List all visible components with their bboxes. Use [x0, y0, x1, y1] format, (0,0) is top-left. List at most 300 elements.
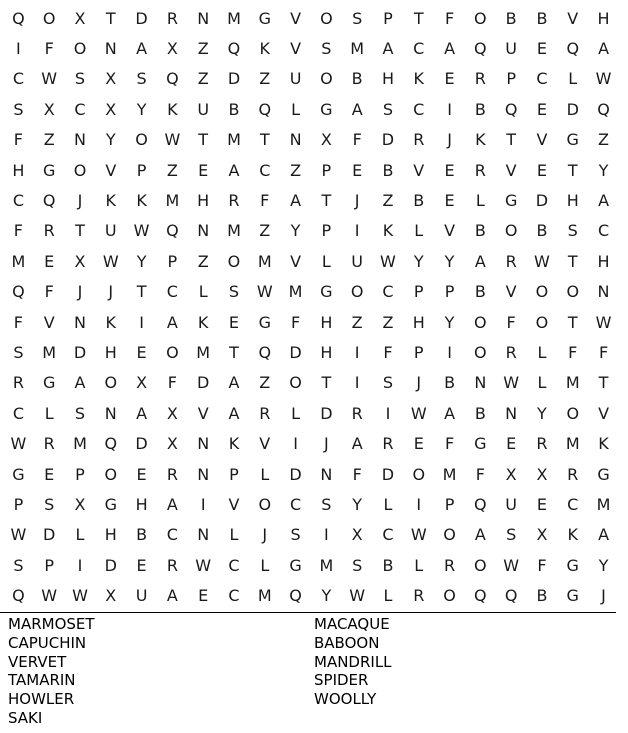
grid-letter[interactable]: B [474, 99, 486, 119]
grid-letter[interactable]: G [504, 191, 518, 211]
grid-letter[interactable]: Y [105, 130, 116, 150]
grid-letter[interactable]: D [135, 434, 148, 454]
grid-letter[interactable]: N [597, 282, 610, 302]
grid-letter[interactable]: D [135, 8, 148, 28]
grid-letter[interactable]: K [105, 191, 117, 211]
grid-letter[interactable]: P [413, 282, 424, 302]
grid-letter[interactable]: Q [104, 434, 118, 454]
grid-letter[interactable]: W [595, 69, 612, 89]
grid-letter[interactable]: B [505, 8, 517, 28]
grid-letter[interactable]: P [444, 494, 455, 514]
grid-letter[interactable]: G [566, 586, 579, 606]
grid-letter[interactable]: R [259, 403, 271, 423]
grid-letter[interactable]: D [197, 373, 210, 393]
grid-letter[interactable]: S [13, 555, 24, 575]
grid-letter[interactable]: H [597, 8, 610, 28]
grid-letter[interactable]: X [136, 373, 148, 393]
grid-letter[interactable]: K [382, 221, 394, 241]
grid-letter[interactable]: M [73, 434, 87, 454]
grid-letter[interactable]: O [474, 8, 487, 28]
grid-letter[interactable]: Q [258, 342, 272, 362]
grid-letter[interactable]: X [105, 69, 117, 89]
grid-letter[interactable]: E [536, 160, 547, 180]
grid-letter[interactable]: Y [598, 555, 609, 575]
grid-letter[interactable]: X [166, 434, 178, 454]
grid-letter[interactable]: K [105, 312, 117, 332]
grid-letter[interactable]: R [567, 464, 579, 484]
grid-letter[interactable]: X [536, 525, 548, 545]
grid-letter[interactable]: Y [136, 251, 147, 271]
grid-letter[interactable]: J [108, 282, 114, 302]
grid-letter[interactable]: O [166, 342, 179, 362]
grid-letter[interactable]: K [475, 130, 486, 150]
grid-letter[interactable]: R [413, 586, 425, 606]
grid-letter[interactable]: H [320, 342, 333, 362]
grid-letter[interactable]: B [382, 555, 394, 575]
grid-letter[interactable]: A [228, 403, 240, 423]
grid-letter[interactable]: W [380, 251, 396, 271]
grid-letter[interactable]: J [77, 191, 83, 211]
grid-letter[interactable]: B [382, 160, 394, 180]
grid-letter[interactable]: O [320, 69, 333, 89]
grid-letter[interactable]: X [166, 39, 178, 59]
grid-letter[interactable]: B [474, 403, 486, 423]
grid-letter[interactable]: Q [166, 69, 179, 89]
grid-letter[interactable]: I [16, 39, 21, 59]
grid-letter[interactable]: S [352, 555, 363, 575]
grid-letter[interactable]: Z [259, 373, 271, 393]
grid-letter[interactable]: F [444, 8, 455, 28]
grid-letter[interactable]: E [198, 160, 209, 180]
grid-letter[interactable]: Z [43, 130, 55, 150]
grid-letter[interactable]: S [13, 99, 24, 119]
grid-letter[interactable]: T [259, 130, 270, 150]
grid-letter[interactable]: O [258, 494, 272, 514]
grid-letter[interactable]: T [413, 8, 424, 28]
grid-letter[interactable]: M [42, 342, 57, 362]
grid-letter[interactable]: I [354, 342, 360, 362]
grid-letter[interactable]: E [44, 464, 55, 484]
grid-letter[interactable]: B [474, 282, 486, 302]
grid-letter[interactable]: U [505, 494, 517, 514]
grid-letter[interactable]: G [597, 464, 610, 484]
grid-letter[interactable]: M [165, 191, 180, 211]
grid-letter[interactable]: R [536, 434, 548, 454]
grid-letter[interactable]: O [350, 282, 364, 302]
grid-letter[interactable]: P [444, 282, 455, 302]
grid-letter[interactable]: N [289, 130, 302, 150]
grid-letter[interactable]: L [537, 342, 547, 362]
grid-letter[interactable]: Z [166, 160, 178, 180]
grid-letter[interactable]: V [228, 494, 240, 514]
grid-letter[interactable]: M [227, 8, 241, 28]
grid-letter[interactable]: D [289, 342, 302, 362]
grid-letter[interactable]: C [12, 403, 24, 423]
grid-letter[interactable]: P [413, 342, 424, 362]
grid-letter[interactable]: V [105, 160, 117, 180]
grid-letter[interactable]: C [228, 555, 240, 575]
grid-letter[interactable]: T [506, 130, 517, 150]
grid-letter[interactable]: A [444, 39, 456, 59]
grid-letter[interactable]: H [566, 191, 579, 211]
grid-letter[interactable]: R [166, 8, 178, 28]
grid-letter[interactable]: W [410, 525, 427, 545]
grid-letter[interactable]: T [567, 160, 578, 180]
grid-letter[interactable]: F [260, 191, 270, 211]
grid-letter[interactable]: H [197, 191, 210, 211]
grid-letter[interactable]: E [228, 312, 240, 332]
grid-letter[interactable]: M [11, 251, 26, 271]
grid-letter[interactable]: Q [12, 8, 25, 28]
grid-letter[interactable]: G [289, 555, 302, 575]
grid-letter[interactable]: G [258, 312, 271, 332]
grid-letter[interactable]: T [75, 221, 85, 241]
grid-letter[interactable]: H [135, 494, 148, 514]
grid-letter[interactable]: H [320, 312, 333, 332]
grid-letter[interactable]: Y [537, 403, 547, 423]
grid-letter[interactable]: G [566, 555, 579, 575]
grid-letter[interactable]: T [105, 8, 116, 28]
grid-letter[interactable]: Z [197, 69, 209, 89]
grid-letter[interactable]: A [74, 373, 86, 393]
grid-letter[interactable]: O [566, 282, 580, 302]
grid-letter[interactable]: L [414, 555, 424, 575]
grid-letter[interactable]: M [257, 251, 272, 271]
grid-letter[interactable]: W [41, 69, 58, 89]
grid-letter[interactable]: Z [382, 312, 394, 332]
grid-letter[interactable]: W [195, 555, 212, 575]
grid-letter[interactable]: M [319, 555, 334, 575]
grid-letter[interactable]: Z [290, 160, 302, 180]
grid-letter[interactable]: G [42, 373, 56, 393]
grid-letter[interactable]: V [290, 39, 302, 59]
grid-letter[interactable]: U [289, 69, 302, 89]
grid-letter[interactable]: S [321, 39, 332, 59]
grid-letter[interactable]: L [414, 221, 424, 241]
grid-letter[interactable]: B [413, 191, 425, 211]
grid-letter[interactable]: L [198, 282, 208, 302]
grid-letter[interactable]: Q [227, 39, 241, 59]
grid-letter[interactable]: D [104, 555, 117, 575]
grid-letter[interactable]: N [320, 464, 333, 484]
grid-letter[interactable]: Q [166, 221, 179, 241]
grid-letter[interactable]: T [567, 251, 578, 271]
grid-letter[interactable]: S [136, 69, 147, 89]
grid-letter[interactable]: A [598, 191, 610, 211]
grid-letter[interactable]: G [42, 160, 56, 180]
grid-letter[interactable]: M [227, 130, 241, 150]
grid-letter[interactable]: B [136, 525, 148, 545]
grid-letter[interactable]: W [534, 251, 550, 271]
grid-letter[interactable]: D [535, 191, 549, 211]
grid-letter[interactable]: D [381, 464, 395, 484]
grid-letter[interactable]: Q [289, 586, 302, 606]
grid-letter[interactable]: S [321, 494, 332, 514]
grid-letter[interactable]: V [444, 221, 456, 241]
grid-letter[interactable]: P [75, 464, 85, 484]
grid-letter[interactable]: L [383, 494, 393, 514]
grid-letter[interactable]: O [504, 221, 518, 241]
grid-letter[interactable]: N [197, 221, 210, 241]
grid-letter[interactable]: W [164, 130, 181, 150]
grid-letter[interactable]: R [228, 191, 240, 211]
grid-letter[interactable]: Z [598, 130, 610, 150]
grid-letter[interactable]: Q [258, 99, 272, 119]
grid-letter[interactable]: C [413, 99, 425, 119]
grid-letter[interactable]: P [167, 251, 178, 271]
grid-letter[interactable]: G [258, 8, 271, 28]
grid-letter[interactable]: C [166, 282, 178, 302]
grid-letter[interactable]: I [385, 403, 391, 423]
grid-letter[interactable]: M [442, 464, 457, 484]
grid-letter[interactable]: E [536, 494, 547, 514]
grid-letter[interactable]: C [597, 221, 610, 241]
grid-letter[interactable]: F [537, 555, 547, 575]
grid-letter[interactable]: P [321, 221, 332, 241]
grid-letter[interactable]: A [598, 39, 610, 59]
grid-letter[interactable]: O [320, 8, 333, 28]
grid-letter[interactable]: P [136, 160, 147, 180]
grid-letter[interactable]: Q [12, 586, 25, 606]
grid-letter[interactable]: K [598, 434, 609, 454]
grid-letter[interactable]: K [228, 434, 240, 454]
grid-letter[interactable]: R [351, 403, 363, 423]
grid-letter[interactable]: R [382, 434, 394, 454]
grid-letter[interactable]: W [410, 403, 427, 423]
grid-letter[interactable]: Q [566, 39, 580, 59]
grid-letter[interactable]: X [43, 99, 55, 119]
grid-letter[interactable]: N [197, 8, 210, 28]
grid-letter[interactable]: T [321, 373, 332, 393]
grid-letter[interactable]: I [447, 99, 452, 119]
grid-letter[interactable]: W [10, 434, 27, 454]
grid-letter[interactable]: S [506, 525, 517, 545]
grid-letter[interactable]: F [352, 464, 362, 484]
grid-letter[interactable]: A [166, 494, 178, 514]
grid-letter[interactable]: G [320, 99, 333, 119]
grid-letter[interactable]: A [474, 251, 486, 271]
grid-letter[interactable]: Z [197, 39, 209, 59]
grid-letter[interactable]: Q [504, 99, 518, 119]
grid-letter[interactable]: W [503, 555, 520, 575]
grid-letter[interactable]: T [321, 191, 332, 211]
grid-letter[interactable]: N [104, 39, 117, 59]
grid-letter[interactable]: O [474, 342, 487, 362]
grid-letter[interactable]: C [289, 494, 302, 514]
grid-letter[interactable]: I [293, 434, 298, 454]
grid-letter[interactable]: Q [12, 282, 25, 302]
grid-letter[interactable]: X [166, 403, 178, 423]
grid-letter[interactable]: F [475, 464, 485, 484]
grid-letter[interactable]: I [139, 312, 144, 332]
grid-letter[interactable]: N [505, 403, 518, 423]
grid-letter[interactable]: L [475, 191, 485, 211]
grid-letter[interactable]: P [506, 69, 516, 89]
grid-letter[interactable]: C [413, 39, 425, 59]
grid-letter[interactable]: O [443, 525, 456, 545]
grid-letter[interactable]: D [566, 99, 579, 119]
grid-letter[interactable]: R [43, 221, 55, 241]
grid-letter[interactable]: T [598, 373, 609, 393]
grid-letter[interactable]: M [596, 494, 611, 514]
grid-letter[interactable]: R [505, 342, 517, 362]
grid-letter[interactable]: Y [444, 251, 455, 271]
grid-letter[interactable]: T [198, 130, 209, 150]
grid-letter[interactable]: H [12, 160, 25, 180]
grid-letter[interactable]: A [351, 99, 363, 119]
grid-letter[interactable]: L [44, 403, 54, 423]
grid-letter[interactable]: D [320, 403, 333, 423]
grid-letter[interactable]: Z [197, 251, 209, 271]
grid-letter[interactable]: N [104, 403, 117, 423]
grid-letter[interactable]: Y [444, 312, 455, 332]
grid-letter[interactable]: G [12, 464, 25, 484]
grid-letter[interactable]: L [260, 555, 270, 575]
grid-letter[interactable]: X [351, 525, 363, 545]
grid-letter[interactable]: H [104, 525, 117, 545]
grid-letter[interactable]: S [290, 525, 301, 545]
grid-letter[interactable]: Y [321, 586, 332, 606]
grid-letter[interactable]: E [444, 191, 455, 211]
grid-letter[interactable]: V [505, 160, 517, 180]
grid-letter[interactable]: C [536, 69, 548, 89]
grid-letter[interactable]: R [474, 69, 486, 89]
grid-letter[interactable]: Z [351, 312, 363, 332]
grid-letter[interactable]: D [43, 525, 56, 545]
grid-letter[interactable]: G [320, 282, 333, 302]
grid-letter[interactable]: N [74, 130, 86, 150]
grid-letter[interactable]: B [444, 373, 456, 393]
grid-letter[interactable]: J [416, 373, 422, 393]
grid-letter[interactable]: H [597, 251, 610, 271]
grid-letter[interactable]: X [74, 494, 86, 514]
grid-letter[interactable]: D [227, 69, 241, 89]
grid-letter[interactable]: S [382, 373, 394, 393]
grid-letter[interactable]: E [536, 39, 547, 59]
grid-letter[interactable]: V [290, 8, 302, 28]
grid-letter[interactable]: H [104, 342, 117, 362]
grid-letter[interactable]: F [13, 312, 23, 332]
grid-letter[interactable]: F [44, 282, 54, 302]
grid-letter[interactable]: C [12, 191, 24, 211]
grid-letter[interactable]: J [601, 586, 606, 606]
grid-letter[interactable]: L [260, 464, 270, 484]
grid-letter[interactable]: W [10, 525, 27, 545]
grid-letter[interactable]: U [351, 251, 364, 271]
grid-letter[interactable]: E [444, 160, 455, 180]
grid-letter[interactable]: T [229, 342, 239, 362]
grid-letter[interactable]: O [443, 586, 456, 606]
grid-letter[interactable]: H [412, 312, 425, 332]
grid-letter[interactable]: I [416, 494, 422, 514]
grid-letter[interactable]: O [289, 373, 302, 393]
grid-letter[interactable]: T [136, 282, 147, 302]
grid-letter[interactable]: O [73, 39, 87, 59]
grid-letter[interactable]: X [505, 464, 517, 484]
grid-letter[interactable]: K [136, 191, 147, 211]
grid-letter[interactable]: T [567, 312, 578, 332]
grid-letter[interactable]: Z [382, 191, 394, 211]
grid-letter[interactable]: Q [597, 99, 610, 119]
grid-letter[interactable]: A [444, 403, 456, 423]
grid-letter[interactable]: A [228, 373, 240, 393]
grid-letter[interactable]: V [505, 282, 517, 302]
grid-letter[interactable]: D [381, 130, 395, 150]
grid-letter[interactable]: K [567, 525, 578, 545]
grid-letter[interactable]: B [536, 8, 548, 28]
grid-letter[interactable]: X [105, 586, 117, 606]
grid-letter[interactable]: I [447, 342, 452, 362]
grid-letter[interactable]: Z [259, 69, 271, 89]
grid-letter[interactable]: S [382, 99, 394, 119]
grid-letter[interactable]: B [474, 221, 486, 241]
grid-letter[interactable]: W [503, 373, 520, 393]
grid-letter[interactable]: Y [352, 494, 363, 514]
grid-letter[interactable]: F [44, 39, 54, 59]
grid-letter[interactable]: Q [504, 586, 518, 606]
grid-letter[interactable]: M [196, 342, 211, 362]
grid-letter[interactable]: U [135, 586, 148, 606]
grid-letter[interactable]: F [598, 342, 609, 362]
grid-letter[interactable]: V [43, 312, 55, 332]
grid-letter[interactable]: V [598, 403, 610, 423]
grid-letter[interactable]: A [382, 39, 394, 59]
grid-letter[interactable]: W [102, 251, 119, 271]
grid-letter[interactable]: I [200, 494, 206, 514]
grid-letter[interactable]: X [74, 251, 86, 271]
grid-letter[interactable]: X [320, 130, 332, 150]
grid-letter[interactable]: K [167, 99, 178, 119]
grid-letter[interactable]: E [44, 251, 55, 271]
grid-letter[interactable]: K [197, 312, 209, 332]
grid-letter[interactable]: Y [598, 160, 609, 180]
grid-letter[interactable]: S [44, 494, 55, 514]
grid-letter[interactable]: Z [259, 221, 271, 241]
grid-letter[interactable]: R [413, 130, 425, 150]
grid-letter[interactable]: L [291, 99, 301, 119]
grid-letter[interactable]: V [536, 130, 548, 150]
grid-letter[interactable]: L [229, 525, 239, 545]
grid-letter[interactable]: P [229, 464, 239, 484]
grid-letter[interactable]: B [536, 221, 548, 241]
grid-letter[interactable]: E [198, 586, 209, 606]
grid-letter[interactable]: J [354, 191, 360, 211]
grid-letter[interactable]: U [197, 99, 210, 119]
grid-letter[interactable]: N [197, 464, 210, 484]
grid-letter[interactable]: E [136, 342, 147, 362]
grid-letter[interactable]: V [259, 434, 271, 454]
grid-letter[interactable]: E [506, 434, 517, 454]
grid-letter[interactable]: R [505, 251, 517, 271]
grid-letter[interactable]: I [77, 555, 83, 575]
grid-letter[interactable]: I [354, 373, 360, 393]
grid-letter[interactable]: S [74, 69, 86, 89]
grid-letter[interactable]: A [166, 586, 178, 606]
grid-letter[interactable]: D [73, 342, 87, 362]
grid-letter[interactable]: X [105, 99, 117, 119]
grid-letter[interactable]: F [13, 221, 23, 241]
grid-letter[interactable]: F [290, 312, 301, 332]
grid-letter[interactable]: O [73, 160, 87, 180]
grid-letter[interactable]: M [350, 39, 365, 59]
grid-letter[interactable]: R [12, 373, 24, 393]
grid-letter[interactable]: N [74, 312, 86, 332]
grid-letter[interactable]: V [290, 251, 302, 271]
grid-letter[interactable]: Q [42, 191, 56, 211]
grid-letter[interactable]: M [565, 373, 580, 393]
grid-letter[interactable]: A [136, 39, 148, 59]
grid-letter[interactable]: E [413, 434, 424, 454]
